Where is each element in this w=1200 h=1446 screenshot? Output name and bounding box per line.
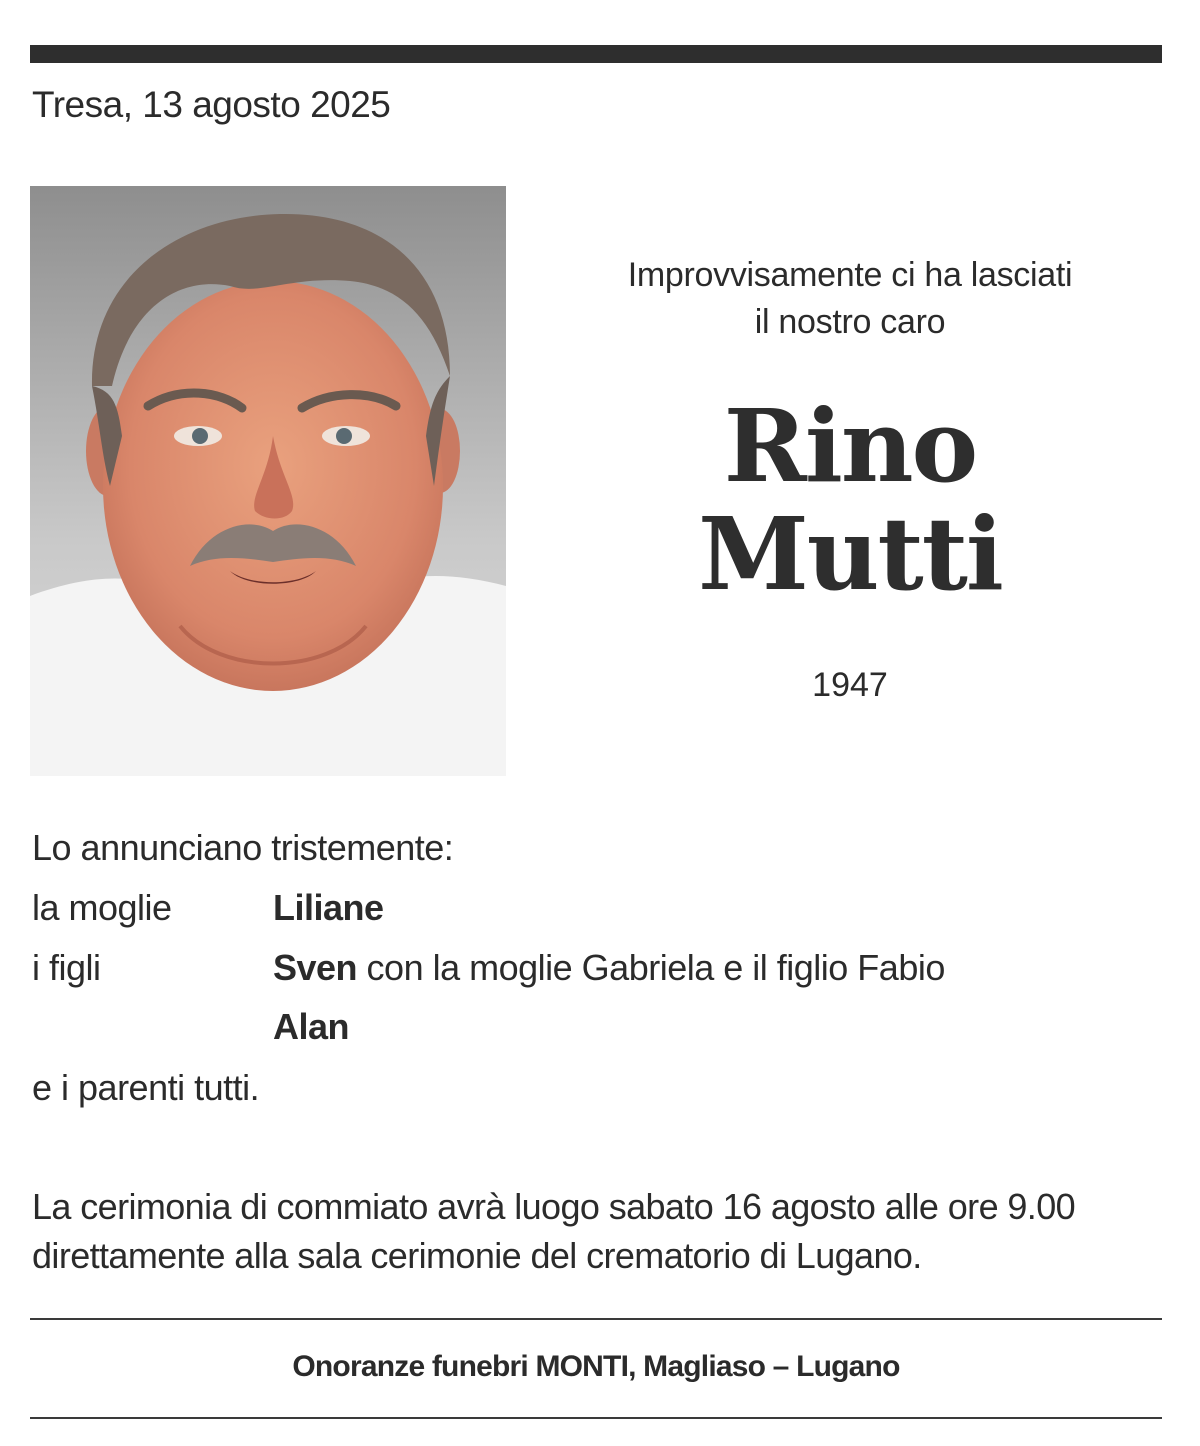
birth-year: 1947 <box>812 666 888 704</box>
top-rule <box>30 45 1162 63</box>
ceremony-line-1: La cerimonia di commiato avrà luogo sabato 16 agosto alle ore 9.00 <box>32 1186 1076 1227</box>
portrait-photo <box>30 186 506 776</box>
relative-label: i figli <box>32 947 101 988</box>
closing-text: e i parenti tutti. <box>32 1067 260 1108</box>
intro-text <box>560 252 1140 346</box>
relative-name: Alan <box>273 1006 350 1047</box>
relative-note: con la moglie Gabriela e il figlio Fabio <box>357 947 945 988</box>
portrait-icon <box>30 186 506 776</box>
intro-line-2: il nostro caro <box>754 303 946 341</box>
divider-top <box>30 1318 1162 1320</box>
announcement-heading: Lo annunciano tristemente: <box>32 827 454 868</box>
relative-row <box>32 1006 1162 1050</box>
last-name: Mutti <box>698 495 1002 613</box>
funeral-home: Onoranze funebri MONTI, Magliaso – Lugano <box>292 1350 900 1383</box>
ceremony-text <box>32 1182 1172 1280</box>
intro-line-1: Improvvisamente ci ha lasciati <box>627 256 1073 294</box>
place-date: Tresa, 13 agosto 2025 <box>32 84 391 125</box>
relative-label: la moglie <box>32 887 172 928</box>
relative-value <box>273 1006 349 1048</box>
relative-row <box>32 887 1162 931</box>
ceremony-line-2: direttamente alla sala cerimonie del crematorio di Lugano. <box>32 1235 922 1276</box>
first-name: Rino <box>723 387 977 505</box>
relative-name: Sven <box>273 947 358 988</box>
relative-value <box>273 947 945 989</box>
relative-row <box>32 947 1162 991</box>
divider-bottom <box>30 1417 1162 1419</box>
relative-name: Liliane <box>273 887 384 928</box>
deceased-name <box>560 387 1140 613</box>
relative-value <box>273 887 384 929</box>
